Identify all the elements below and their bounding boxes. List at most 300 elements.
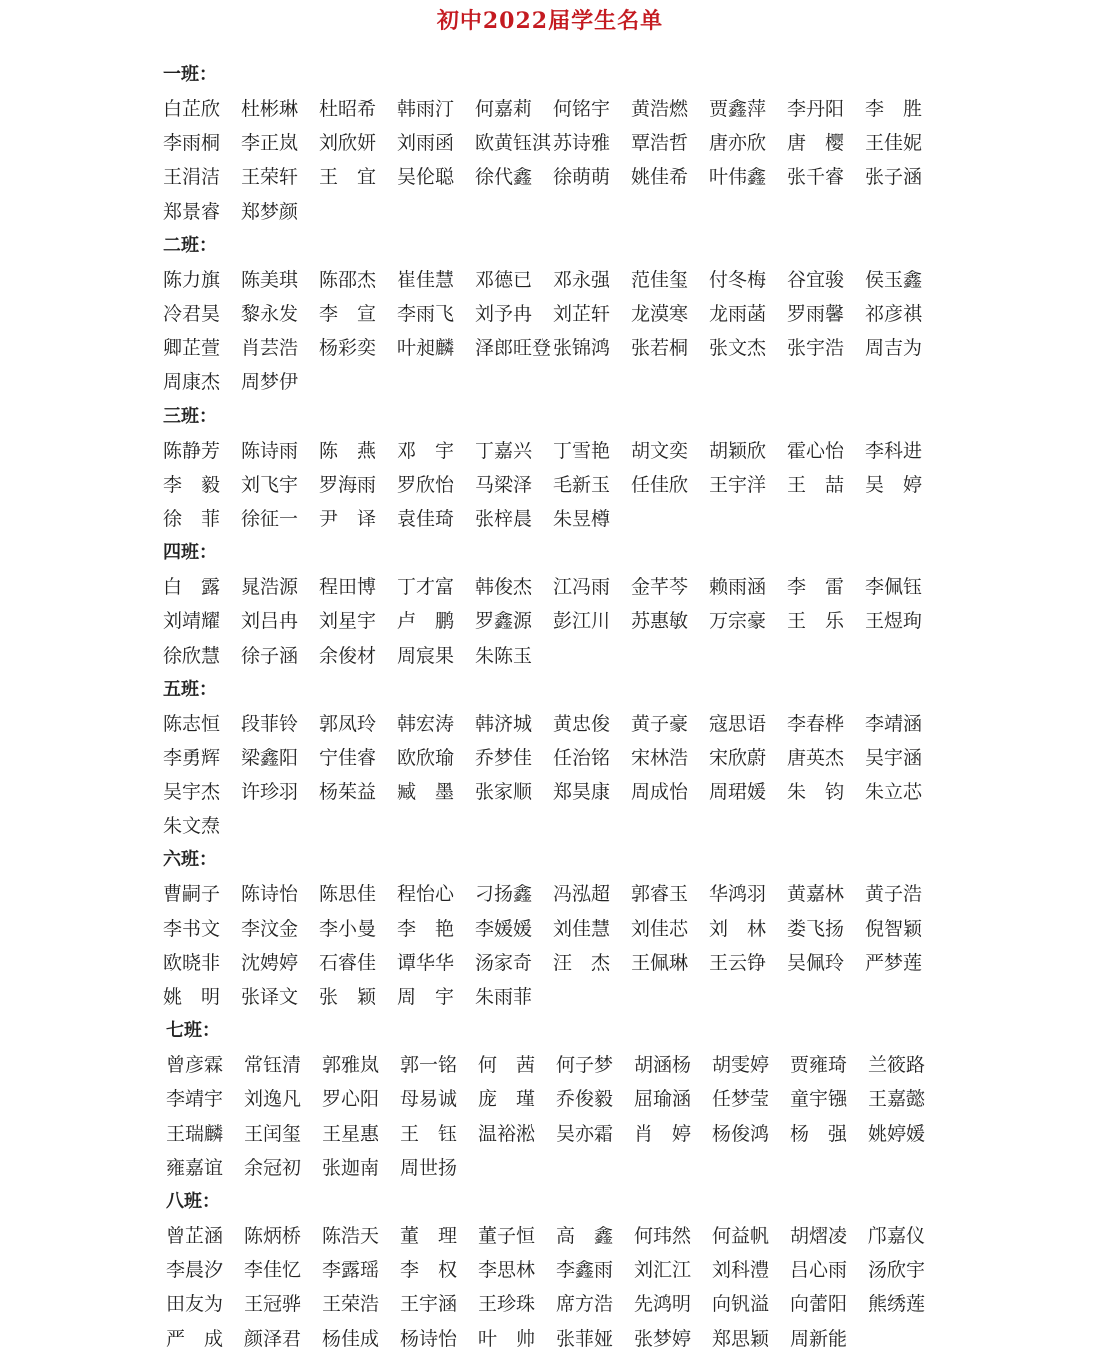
student-name: 王云铮	[709, 951, 767, 974]
student-name: 刘吕冉	[241, 610, 299, 633]
student-name: 刘汇江	[634, 1259, 692, 1282]
student-name: 李鑫雨	[556, 1259, 614, 1282]
student-name: 郭雅岚	[322, 1054, 380, 1077]
student-name: 范佳玺	[631, 268, 689, 291]
student-name: 李晨汐	[166, 1259, 224, 1282]
student-name: 杜昭希	[319, 98, 377, 121]
student-name: 向钒溢	[712, 1293, 770, 1316]
student-name: 曾芷涵	[166, 1224, 224, 1247]
name-row	[163, 638, 963, 672]
student-name: 任治铭	[553, 746, 611, 769]
student-name: 王涓洁	[163, 166, 221, 189]
class-block	[163, 843, 963, 1014]
student-name: 陈邵杰	[319, 268, 377, 291]
student-name: 邝嘉仪	[868, 1224, 926, 1247]
name-row	[163, 912, 963, 946]
student-name: 陈美琪	[241, 268, 299, 291]
student-name: 罗海雨	[319, 473, 377, 496]
student-name: 丁嘉兴	[475, 439, 533, 462]
student-name: 李思林	[478, 1259, 536, 1282]
student-name: 龙漠寒	[631, 303, 689, 326]
student-name: 熊绣莲	[868, 1293, 926, 1316]
student-name: 刘星宇	[319, 610, 377, 633]
student-name: 晁浩源	[241, 576, 299, 599]
name-row	[163, 502, 963, 536]
student-name: 王珍珠	[478, 1293, 536, 1316]
student-name: 陈静芳	[163, 439, 221, 462]
student-name: 李佩钰	[865, 576, 923, 599]
student-name: 张家顺	[475, 781, 533, 804]
student-name: 母易诚	[400, 1088, 458, 1111]
student-name: 陈力旗	[163, 268, 221, 291]
name-row	[163, 809, 963, 843]
student-name: 张千睿	[787, 166, 845, 189]
student-name: 李媛媛	[475, 917, 533, 940]
name-row	[163, 775, 963, 809]
student-name: 李科进	[865, 439, 923, 462]
student-name: 刁扬鑫	[475, 883, 533, 906]
name-row	[166, 1082, 963, 1116]
student-name: 高 鑫	[556, 1224, 614, 1247]
student-name: 彭江川	[553, 610, 611, 633]
student-name: 温裕淞	[478, 1122, 536, 1145]
student-name: 李勇辉	[163, 746, 221, 769]
student-name: 李 艳	[397, 917, 455, 940]
student-name: 尹 译	[319, 507, 377, 530]
student-name: 李 宣	[319, 303, 377, 326]
student-name: 刘科澧	[712, 1259, 770, 1282]
student-name: 胡涵杨	[634, 1054, 692, 1077]
student-name: 先鸿明	[634, 1293, 692, 1316]
student-name: 汤家奇	[475, 951, 533, 974]
student-name: 张锦鸿	[553, 337, 611, 360]
student-name: 黄子豪	[631, 712, 689, 735]
student-name: 冯泓超	[553, 883, 611, 906]
name-row	[163, 331, 963, 365]
name-row	[166, 1219, 963, 1253]
class-block	[163, 673, 963, 844]
class-block	[163, 400, 963, 537]
student-name: 罗心阳	[322, 1088, 380, 1111]
student-name: 徐 菲	[163, 507, 221, 530]
student-name: 张宇浩	[787, 337, 845, 360]
student-name: 任佳欣	[631, 473, 689, 496]
class-label: 五班：	[163, 678, 217, 700]
student-name: 邓 宇	[397, 439, 455, 462]
student-name: 刘佳芯	[631, 917, 689, 940]
student-name: 王 钰	[400, 1122, 458, 1145]
student-name: 朱立芯	[865, 781, 923, 804]
name-row	[163, 126, 963, 160]
student-name: 郑梦颜	[241, 200, 299, 223]
student-name: 李春桦	[787, 712, 845, 735]
student-name: 童宇镪	[790, 1088, 848, 1111]
student-name: 卿芷萱	[163, 337, 221, 360]
student-name: 苏惠敏	[631, 610, 689, 633]
student-name: 叶 帅	[478, 1327, 536, 1350]
student-name: 杨佳成	[322, 1327, 380, 1350]
student-name: 张菲娅	[556, 1327, 614, 1350]
student-name: 陈 燕	[319, 439, 377, 462]
student-name: 杨俊鸿	[712, 1122, 770, 1145]
student-name: 李汶金	[241, 917, 299, 940]
student-name: 刘芷轩	[553, 303, 611, 326]
student-name: 石睿佳	[319, 951, 377, 974]
student-name: 张子涵	[865, 166, 923, 189]
class-list	[163, 58, 963, 1356]
student-name: 陈诗怡	[241, 883, 299, 906]
student-name: 杨茱益	[319, 781, 377, 804]
student-name: 张梓晨	[475, 507, 533, 530]
student-name: 唐亦欣	[709, 132, 767, 155]
student-name: 徐欣慧	[163, 644, 221, 667]
student-name: 姚 明	[163, 986, 221, 1009]
student-name: 胡文奕	[631, 439, 689, 462]
student-name: 崔佳慧	[397, 268, 455, 291]
student-name: 王 宜	[319, 166, 377, 189]
student-name: 臧 墨	[397, 781, 455, 804]
student-name: 姚婷媛	[868, 1122, 926, 1145]
student-name: 张译文	[241, 986, 299, 1009]
student-name: 李 权	[400, 1259, 458, 1282]
student-name: 席方浩	[556, 1293, 614, 1316]
class-label: 四班：	[163, 542, 217, 564]
student-name: 兰筱路	[868, 1054, 926, 1077]
student-name: 周成怡	[631, 781, 689, 804]
student-name: 严梦莲	[865, 951, 923, 974]
student-name: 段菲铃	[241, 712, 299, 735]
student-name: 杜彬琳	[241, 98, 299, 121]
student-name: 韩俊杰	[475, 576, 533, 599]
student-name: 谷宜骏	[787, 268, 845, 291]
student-name: 何嘉莉	[475, 98, 533, 121]
student-name: 程田博	[319, 576, 377, 599]
class-label: 六班：	[163, 849, 217, 871]
name-row	[163, 741, 963, 775]
student-name: 邓德已	[475, 268, 533, 291]
student-name: 王煜珣	[865, 610, 923, 633]
student-name: 万宗豪	[709, 610, 767, 633]
class-label: 八班：	[166, 1190, 220, 1212]
student-name: 胡熠凌	[790, 1224, 848, 1247]
student-name: 梁鑫阳	[241, 746, 299, 769]
student-name: 沈娉婷	[241, 951, 299, 974]
student-name: 袁佳琦	[397, 507, 455, 530]
student-name: 汪 杰	[553, 951, 611, 974]
student-name: 杨 强	[790, 1122, 848, 1145]
student-name: 王荣浩	[322, 1293, 380, 1316]
student-name: 贾雍琦	[790, 1054, 848, 1077]
student-name: 付冬梅	[709, 268, 767, 291]
student-name: 欧晓非	[163, 951, 221, 974]
name-row	[166, 1048, 963, 1082]
student-name: 马梁泽	[475, 473, 533, 496]
student-name: 刘飞宇	[241, 473, 299, 496]
student-name: 郑思颖	[712, 1327, 770, 1350]
page-title: 初中2022届学生名单	[436, 8, 664, 34]
student-name: 田友为	[166, 1293, 224, 1316]
student-name: 叶昶麟	[397, 337, 455, 360]
student-name: 吴亦霜	[556, 1122, 614, 1145]
student-name: 朱文焘	[163, 815, 221, 838]
student-name: 韩济城	[475, 712, 533, 735]
name-row	[163, 195, 963, 229]
student-name: 周吉为	[865, 337, 923, 360]
student-name: 毛新玉	[553, 473, 611, 496]
student-name: 刘 林	[709, 917, 767, 940]
student-name: 姚佳希	[631, 166, 689, 189]
student-name: 李靖涵	[865, 712, 923, 735]
student-name: 侯玉鑫	[865, 268, 923, 291]
student-name: 乔梦佳	[475, 746, 533, 769]
student-name: 邓永强	[553, 268, 611, 291]
student-name: 黄嘉林	[787, 883, 845, 906]
student-name: 吕心雨	[790, 1259, 848, 1282]
name-row	[163, 570, 963, 604]
student-name: 祁彦祺	[865, 303, 923, 326]
student-name: 徐代鑫	[475, 166, 533, 189]
student-name: 朱陈玉	[475, 644, 533, 667]
student-name: 王佩琳	[631, 951, 689, 974]
student-name: 黄子浩	[865, 883, 923, 906]
student-name: 丁才富	[397, 576, 455, 599]
student-name: 娄飞扬	[787, 917, 845, 940]
student-name: 黎永发	[241, 303, 299, 326]
name-row	[163, 468, 963, 502]
student-name: 宋欣蔚	[709, 746, 767, 769]
student-name: 张迦南	[322, 1156, 380, 1179]
student-name: 霍心怡	[787, 439, 845, 462]
class-block	[166, 1014, 963, 1185]
name-row	[163, 604, 963, 638]
student-name: 刘靖耀	[163, 610, 221, 633]
student-name: 泽郎旺登	[475, 337, 552, 360]
student-name: 严 成	[166, 1327, 224, 1350]
class-block	[163, 58, 963, 229]
student-name: 何子梦	[556, 1054, 614, 1077]
student-name: 周世扬	[400, 1156, 458, 1179]
student-name: 向蕾阳	[790, 1293, 848, 1316]
name-row	[163, 980, 963, 1014]
student-name: 陈志恒	[163, 712, 221, 735]
student-name: 肖芸浩	[241, 337, 299, 360]
student-name: 雍嘉谊	[166, 1156, 224, 1179]
student-name: 周宸果	[397, 644, 455, 667]
student-name: 郑昊康	[553, 781, 611, 804]
student-name: 宁佳睿	[319, 746, 377, 769]
class-label: 七班：	[166, 1020, 220, 1042]
student-name: 程怡心	[397, 883, 455, 906]
name-row	[166, 1253, 963, 1287]
student-name: 唐 樱	[787, 132, 845, 155]
student-name: 李书文	[163, 917, 221, 940]
student-name: 刘雨函	[397, 132, 455, 155]
student-name: 任梦莹	[712, 1088, 770, 1111]
student-name: 李 雷	[787, 576, 845, 599]
student-name: 许珍羽	[241, 781, 299, 804]
student-name: 吴佩玲	[787, 951, 845, 974]
student-name: 陈诗雨	[241, 439, 299, 462]
name-row	[166, 1321, 963, 1355]
student-name: 徐征一	[241, 507, 299, 530]
student-name: 谭华华	[397, 951, 455, 974]
student-name: 李雨飞	[397, 303, 455, 326]
student-name: 何益帆	[712, 1224, 770, 1247]
student-name: 杨诗怡	[400, 1327, 458, 1350]
student-name: 吴伦聪	[397, 166, 455, 189]
student-name: 李 胜	[865, 98, 923, 121]
student-name: 张若桐	[631, 337, 689, 360]
student-name: 王瑞麟	[166, 1122, 224, 1145]
student-name: 卢 鹏	[397, 610, 455, 633]
student-name: 陈浩天	[322, 1224, 380, 1247]
student-name: 韩宏涛	[397, 712, 455, 735]
student-name: 李 毅	[163, 473, 221, 496]
student-name: 王 喆	[787, 473, 845, 496]
student-name: 欧欣瑜	[397, 746, 455, 769]
student-name: 周梦伊	[241, 371, 299, 394]
name-row	[163, 160, 963, 194]
name-row	[163, 92, 963, 126]
student-name: 王宇涵	[400, 1293, 458, 1316]
class-label: 一班：	[163, 64, 217, 85]
student-name: 王嘉懿	[868, 1088, 926, 1111]
student-name: 欧黄钰淇	[475, 132, 552, 155]
student-name: 肖 婷	[634, 1122, 692, 1145]
student-name: 李佳忆	[244, 1259, 302, 1282]
student-name: 董子恒	[478, 1224, 536, 1247]
student-name: 曹嗣子	[163, 883, 221, 906]
student-name: 白芷欣	[163, 98, 221, 121]
class-block	[163, 229, 963, 400]
student-name: 倪智颖	[865, 917, 923, 940]
name-row	[166, 1151, 963, 1185]
student-name: 朱昱樽	[553, 507, 611, 530]
student-name: 寇思语	[709, 712, 767, 735]
student-name: 朱 钧	[787, 781, 845, 804]
student-name: 宋林浩	[631, 746, 689, 769]
student-name: 赖雨涵	[709, 576, 767, 599]
student-name: 郭一铭	[400, 1054, 458, 1077]
student-name: 覃浩哲	[631, 132, 689, 155]
student-name: 李正岚	[241, 132, 299, 155]
student-name: 董 理	[400, 1224, 458, 1247]
student-name: 朱雨菲	[475, 986, 533, 1009]
student-name: 丁雪艳	[553, 439, 611, 462]
student-name: 刘欣妍	[319, 132, 377, 155]
student-name: 乔俊毅	[556, 1088, 614, 1111]
student-name: 何玮然	[634, 1224, 692, 1247]
student-name: 王闰玺	[244, 1122, 302, 1145]
student-name: 周 宇	[397, 986, 455, 1009]
student-name: 郭睿玉	[631, 883, 689, 906]
student-name: 白 露	[163, 576, 221, 599]
student-name: 徐子涵	[241, 644, 299, 667]
student-name: 金芊芩	[631, 576, 689, 599]
student-name: 胡雯婷	[712, 1054, 770, 1077]
student-name: 唐英杰	[787, 746, 845, 769]
student-name: 叶伟鑫	[709, 166, 767, 189]
student-name: 黄忠俊	[553, 712, 611, 735]
student-name: 王宇洋	[709, 473, 767, 496]
student-name: 郑景睿	[163, 200, 221, 223]
student-name: 王佳妮	[865, 132, 923, 155]
student-name: 杨彩奕	[319, 337, 377, 360]
student-name: 郭凤玲	[319, 712, 377, 735]
name-row	[163, 877, 963, 911]
student-name: 常钰清	[244, 1054, 302, 1077]
student-name: 王冠骅	[244, 1293, 302, 1316]
student-name: 王星惠	[322, 1122, 380, 1145]
student-name: 罗欣怡	[397, 473, 455, 496]
student-name: 陈思佳	[319, 883, 377, 906]
student-name: 贾鑫萍	[709, 98, 767, 121]
student-name: 颜泽君	[244, 1327, 302, 1350]
class-block	[163, 536, 963, 673]
student-name: 罗鑫源	[475, 610, 533, 633]
student-name: 刘佳慧	[553, 917, 611, 940]
student-name: 汤欣宇	[868, 1259, 926, 1282]
student-name: 王荣轩	[241, 166, 299, 189]
student-name: 韩雨汀	[397, 98, 455, 121]
student-name: 周新能	[790, 1327, 848, 1350]
student-name: 李小曼	[319, 917, 377, 940]
name-row	[163, 297, 963, 331]
student-name: 余俊材	[319, 644, 377, 667]
student-name: 周珺媛	[709, 781, 767, 804]
student-name: 张文杰	[709, 337, 767, 360]
name-row	[166, 1287, 963, 1321]
student-name: 屈瑜涵	[634, 1088, 692, 1111]
student-name: 刘逸凡	[244, 1088, 302, 1111]
name-row	[166, 1117, 963, 1151]
student-name: 庞 瑾	[478, 1088, 536, 1111]
student-name: 李雨桐	[163, 132, 221, 155]
student-name: 吴宇涵	[865, 746, 923, 769]
student-name: 冷君昊	[163, 303, 221, 326]
student-name: 吴宇杰	[163, 781, 221, 804]
student-name: 王 乐	[787, 610, 845, 633]
class-label: 二班：	[163, 234, 217, 256]
student-name: 华鸿羽	[709, 883, 767, 906]
student-name: 张 颖	[319, 986, 377, 1009]
student-name: 刘予冉	[475, 303, 533, 326]
student-name: 周康杰	[163, 371, 221, 394]
student-name: 何铭宇	[553, 98, 611, 121]
student-name: 江冯雨	[553, 576, 611, 599]
name-row	[163, 365, 963, 399]
name-row	[163, 263, 963, 297]
student-name: 张梦婷	[634, 1327, 692, 1350]
student-name: 李靖宇	[166, 1088, 224, 1111]
student-name: 陈炳桥	[244, 1224, 302, 1247]
student-name: 余冠初	[244, 1156, 302, 1179]
student-name: 胡颖欣	[709, 439, 767, 462]
name-row	[163, 946, 963, 980]
student-name: 曾彦霖	[166, 1054, 224, 1077]
name-row	[163, 434, 963, 468]
student-name: 何 茜	[478, 1054, 536, 1077]
student-name: 吴 婷	[865, 473, 923, 496]
student-name: 黄浩燃	[631, 98, 689, 121]
student-name: 李丹阳	[787, 98, 845, 121]
student-name: 龙雨菡	[709, 303, 767, 326]
name-row	[163, 707, 963, 741]
class-block	[166, 1185, 963, 1356]
student-name: 罗雨馨	[787, 303, 845, 326]
student-name: 徐萌萌	[553, 166, 611, 189]
student-name: 苏诗雅	[553, 132, 611, 155]
